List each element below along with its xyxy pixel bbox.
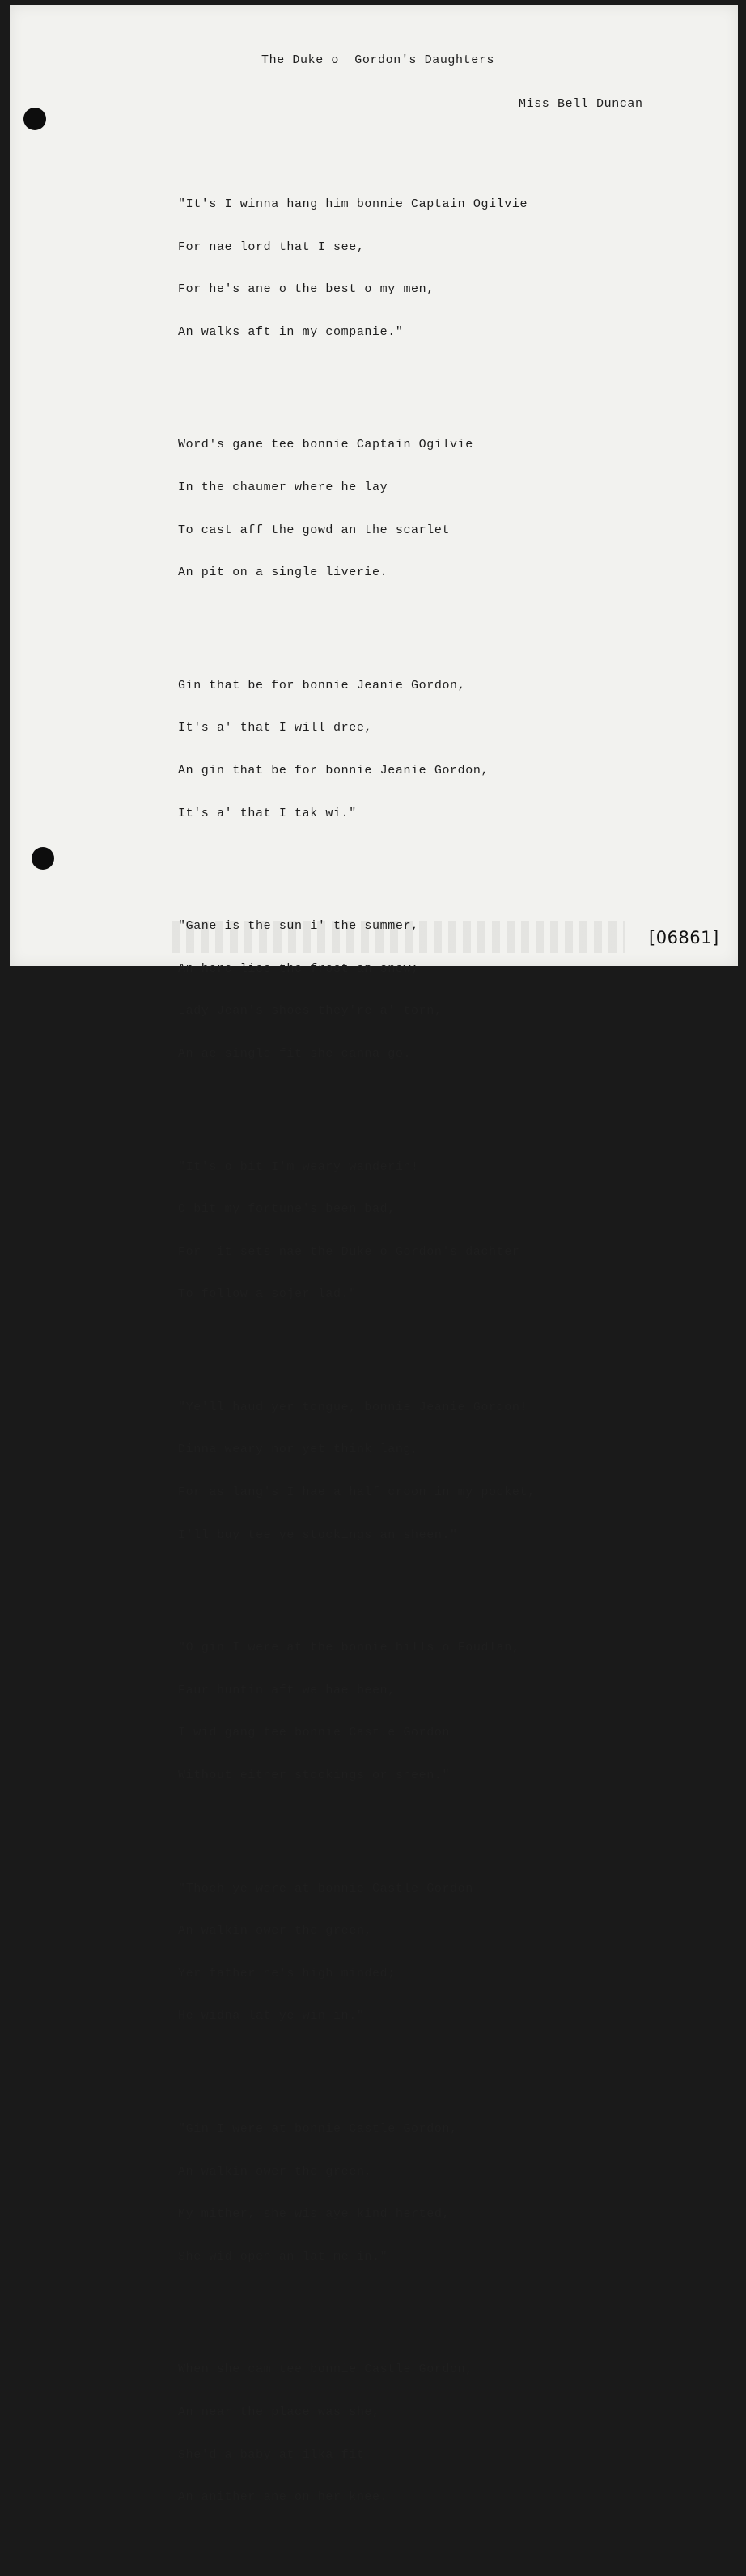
stanza <box>178 2335 696 2532</box>
archive-number-stamp: [06861] <box>649 928 719 947</box>
poem-line: "Gane is the sun i' the summer, <box>178 919 419 934</box>
poem-line: An ae single fit she canna go. <box>178 1046 412 1061</box>
stanza <box>178 1373 696 1570</box>
stanza <box>178 651 696 849</box>
punch-hole-top <box>23 108 46 130</box>
poem-line: An near the place was she, <box>178 2404 380 2419</box>
document-author: Miss Bell Duncan <box>519 97 643 111</box>
poem-line: For it sets nae the Duke o Gordon's dachter <box>178 1244 520 1259</box>
poem-line: Gin that be for bonnie Jeanie Gordon, <box>178 678 466 693</box>
poem-line: For nae lord that I see, <box>178 239 365 254</box>
poem-line: O bit my fortune's been bad, <box>178 1202 396 1217</box>
poem-line: An walks aft in my companie." <box>178 324 404 339</box>
poem-body <box>178 142 696 2576</box>
poem-line: "O gin I were at the bonnie hills o Foudlan, <box>178 1641 520 1655</box>
poem-line: She'd a baby at ilka fit <box>178 2447 365 2462</box>
poem-line: For as lang's I hae a half croon in my pocket, <box>178 1485 536 1500</box>
poem-line: It's a' that I tak wi." <box>178 806 357 820</box>
poem-line: "Gin I were at bonnie Castle Gordon, <box>178 2122 458 2136</box>
show-through-text <box>172 921 625 953</box>
poem-line: "Ye'll haud yer tongue, bonnie Jeanie Gordon! <box>178 1400 528 1414</box>
poem-line: An here lies the frost an snow; <box>178 961 419 976</box>
poem-line: "It's o bit I'm weary wanderin! <box>178 1159 419 1174</box>
poem-line: Lady Jean's shoes they're a' torn, <box>178 1004 443 1019</box>
poem-line: For he's ane o the best o my men, <box>178 282 434 297</box>
document-title: The Duke o Gordon's Daughters <box>261 53 495 67</box>
poem-line: "Thoch ye were at bonnie Castle Gordon <box>178 1881 473 1896</box>
punch-hole-bottom <box>32 847 54 870</box>
poem-line: When she cam tee bonnie Castle Gordon, <box>178 2362 473 2377</box>
poem-line: It's a' that I will dree, <box>178 721 373 735</box>
poem-line: Yer father he's high minded; <box>178 1966 396 1981</box>
poem-line: In the chaumer where he lay <box>178 480 388 494</box>
stanza <box>178 1613 696 1811</box>
archive-number-value: 06861 <box>655 928 713 947</box>
poem-line: My mither, she wis aye kind herted, <box>178 2207 451 2222</box>
poem-line: To follow a sojer lad." <box>178 1287 357 1302</box>
poem-line: Dinna weary nor yet think lang, <box>178 1443 419 1457</box>
stanza <box>178 410 696 608</box>
typescript-page <box>10 5 738 2505</box>
poem-line: Without either stockings or sheen." <box>178 1769 451 1783</box>
poem-line: To cast aff the gowd an the scarlet <box>178 523 451 537</box>
poem-line: He widna lat ye win in." <box>178 2009 365 2023</box>
stanza <box>178 1133 696 1330</box>
poem-line: Faur huntin aft we hae been, <box>178 1683 396 1697</box>
poem-line: She wid open an lat me in." <box>178 2249 388 2264</box>
stanza <box>178 170 696 367</box>
poem-line: An walkin ower the green, <box>178 2164 373 2179</box>
poem-line: I wid gang tee bonnie Castle Gordon <box>178 1726 451 1740</box>
poem-line: An walkin ower the green, <box>178 1924 373 1938</box>
poem-line: "It's I winna hang him bonnie Captain Ogilvie <box>178 197 528 211</box>
poem-line: An gin that be for bonnie Jeanie Gordon, <box>178 763 490 777</box>
poem-line: An pit on a single liverie. <box>178 566 388 580</box>
poem-line: An anither ane on her knee. <box>178 2490 388 2505</box>
stanza <box>178 2095 696 2292</box>
poem-line: Word's gane tee bonnie Captain Ogilvie <box>178 438 473 452</box>
poem-line: I'll buy tee ye stockings an sheen." <box>178 1527 458 1542</box>
stanza <box>178 1854 696 2052</box>
